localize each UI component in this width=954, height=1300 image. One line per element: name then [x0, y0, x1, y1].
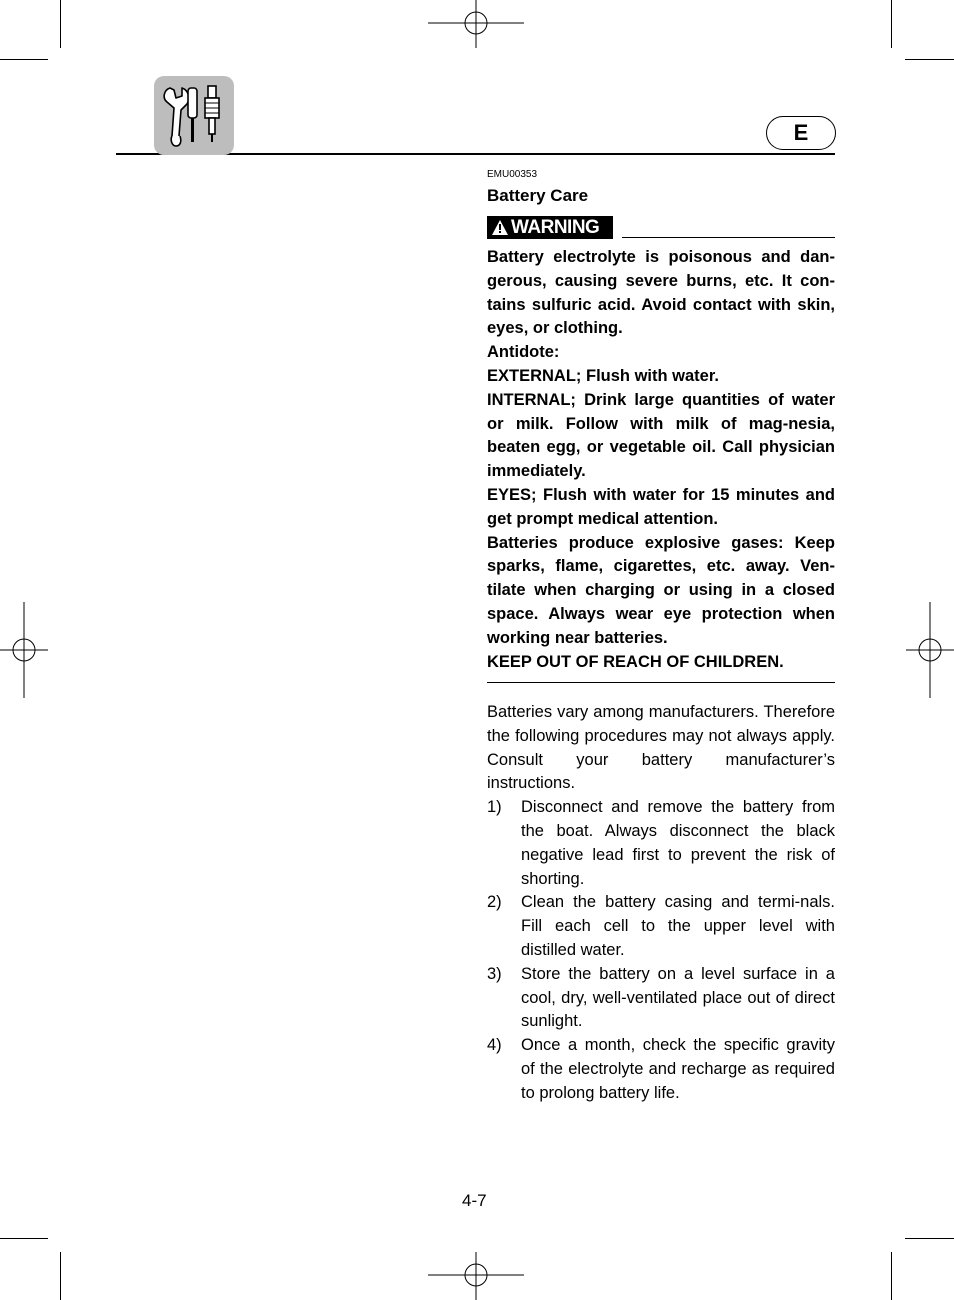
warning-text	[487, 246, 835, 674]
registration-mark-left	[0, 602, 48, 698]
warning-badge	[487, 216, 613, 239]
list-item	[487, 1034, 835, 1105]
list-item	[487, 963, 835, 1034]
warning-paragraph: Batteries produce explosive gases: Keep sparks, flame, cigarettes, etc. away. Ven-tilate when charging or using in a closed space. Always wear eye protection when working near batteries.	[487, 533, 835, 647]
warning-paragraph: Antidote:	[487, 343, 560, 362]
list-item	[487, 796, 835, 891]
warning-rule	[622, 237, 835, 238]
step-text: Disconnect and remove the battery from the boat. Always disconnect the black negative lead first to prevent the risk of shorting.	[521, 798, 835, 888]
step-number: 1)	[487, 798, 502, 817]
registration-mark-bottom	[428, 1252, 524, 1300]
warning-triangle-icon	[491, 219, 509, 236]
language-badge: E	[766, 116, 836, 150]
registration-mark-right	[906, 602, 954, 698]
step-number: 4)	[487, 1036, 502, 1055]
warning-end-rule	[487, 682, 835, 683]
step-text: Clean the battery casing and termi-nals. Fill each cell to the upper level with distilled water.	[521, 893, 835, 959]
warning-paragraph: INTERNAL; Drink large quantities of water or milk. Follow with milk of mag-nesia, beaten egg, or vegetable oil. Call physician immediately.	[487, 390, 835, 481]
section-title: Battery Care	[487, 186, 589, 205]
step-number: 3)	[487, 964, 502, 983]
body-text	[487, 701, 835, 1106]
intro-paragraph: Batteries vary among manufacturers. Therefore the following procedures may not always apply. Consult your battery manufacturer’s instructions.	[487, 703, 835, 793]
maintenance-tools-icon	[154, 76, 234, 155]
step-text: Once a month, check the specific gravity of the electrolyte and recharge as required to prolong battery life.	[521, 1036, 835, 1102]
step-number: 2)	[487, 893, 502, 912]
list-item	[487, 891, 835, 962]
registration-mark-top	[428, 0, 524, 48]
warning-label: WARNING	[511, 217, 600, 238]
page-number: 4-7	[462, 1191, 487, 1210]
warning-paragraph: EXTERNAL; Flush with water.	[487, 366, 719, 385]
section-code: EMU00353	[487, 169, 538, 180]
step-text: Store the battery on a level surface in a cool, dry, well-ventilated place out of direct sunlight.	[521, 964, 835, 1031]
warning-paragraph: EYES; Flush with water for 15 minutes and get prompt medical attention.	[487, 485, 835, 528]
warning-paragraph: Battery electrolyte is poisonous and dan-gerous, causing severe burns, etc. It con-tains sulfuric acid. Avoid contact with skin, eyes, or clothing.	[487, 248, 835, 338]
warning-paragraph: KEEP OUT OF REACH OF CHILDREN.	[487, 652, 784, 671]
